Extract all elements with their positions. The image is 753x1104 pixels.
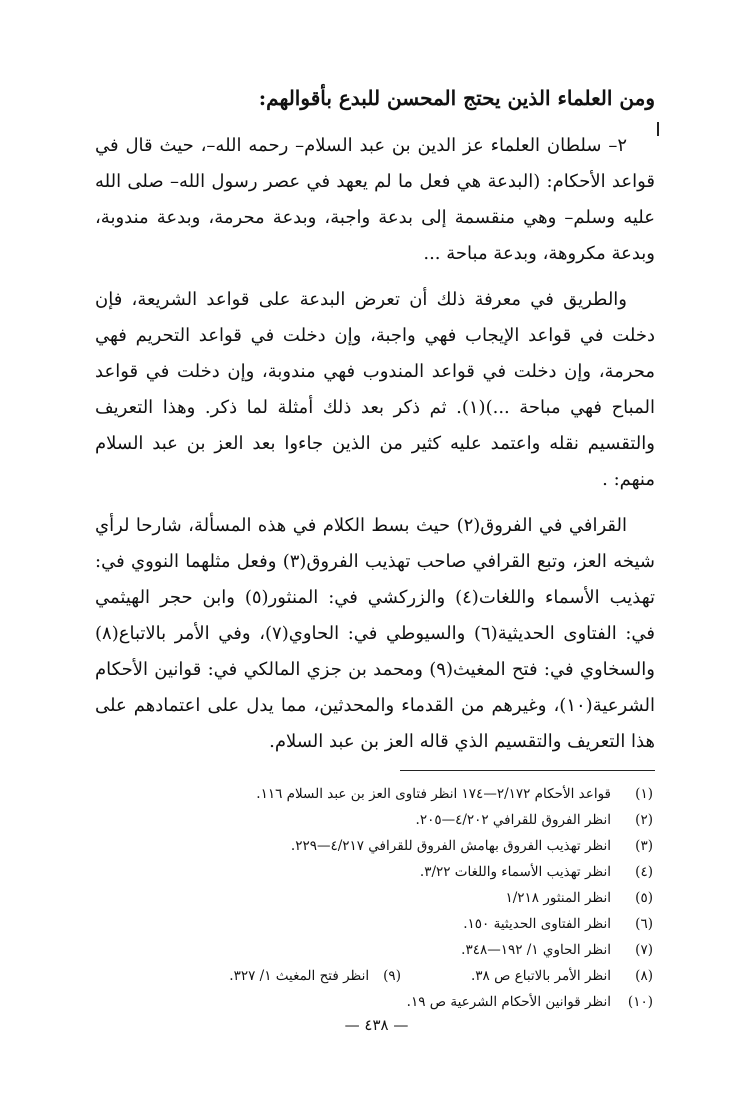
footnote-number: (٤) [635, 864, 653, 880]
footnote-10 [95, 989, 655, 1015]
footnote-text: انظر تهذيب الأسماء واللغات ٣/٢٢. [419, 864, 611, 880]
footnote-text: انظر المنثور ١/٢١٨ [505, 890, 611, 906]
footnote-text: انظر الفتاوى الحديثية ١٥٠. [463, 916, 611, 932]
footnote-number: (١) [635, 786, 653, 802]
paragraph-1: ٢– سلطان العلماء عز الدين بن عبد السلام– رحمه الله–، حيث قال في قواعد الأحكام: (البدعة هي فعل ما لم يعهد في عصر رسول الله– صلى الله عليه وسلم– وهي منقسمة إلى بدعة واجبة، وبدعة محرمة، وبدعة مندوبة، وبدعة مكروهة، وبدعة مباحة ... [95, 135, 655, 264]
footnote-5 [95, 885, 655, 911]
footnote-text: انظر الفروق للقرافي ٤/٢٠٢—٢٠٥. [415, 812, 611, 828]
footnote-number: (١٠) [627, 994, 653, 1010]
footnote-number: (٩) [383, 968, 401, 984]
footnote-2 [95, 807, 655, 833]
footnotes [95, 781, 655, 1015]
footnote-text: قواعد الأحكام ٢/١٧٢—١٧٤ انظر فتاوى العز بن عبد السلام ١١٦. [256, 786, 611, 802]
paragraph-3: القرافي في الفروق(٢) حيث بسط الكلام في هذه المسألة، شارحا لرأي شيخه العز، وتبع القرافي صاحب تهذيب الفروق(٣) وفعل مثلهما النووي في: تهذيب الأسماء واللغات(٤) والزركشي في: المنثور(٥) وابن حجر الهيثمي في: الفتاوى الحديثية(٦) والسيوطي في: الحاوي(٧)، وفي الأمر بالاتباع(٨) والسخاوي في: فتح المغيث(٩) ومحمد بن جزي المالكي في: قوانين الأحكام الشرعية(١٠)، وغيرهم من القدماء والمحدثين، مما يدل على اعتمادهم على هذا التعريف والتقسيم الذي قاله العز بن عبد السلام. [95, 515, 656, 752]
footnote-number: (٣) [635, 838, 653, 854]
footnote-4 [95, 859, 655, 885]
footnote-1 [95, 781, 655, 807]
footnote-number: (٥) [635, 890, 653, 906]
footnote-text: انظر تهذيب الفروق بهامش الفروق للقرافي ٤/٢١٧—٢٢٩. [290, 838, 611, 854]
footnote-number: (٦) [635, 916, 653, 932]
footnote-number: (٧) [635, 942, 653, 958]
footnote-3 [95, 833, 655, 859]
section-heading: ومن العلماء الذين يحتج المحسن للبدع بأقوالهم: [258, 86, 655, 110]
footnote-number: (٨) [635, 968, 653, 984]
footnote-text: انظر قوانين الأحكام الشرعية ص ١٩. [406, 994, 611, 1010]
footnote-number: (٢) [635, 812, 653, 828]
margin-mark [657, 122, 659, 136]
footnote-text: انظر الحاوي ١/ ١٩٢—٣٤٨. [461, 942, 611, 958]
footnote-text: انظر فتح المغيث ١/ ٣٢٧. [229, 968, 370, 984]
footnote-8 [95, 963, 655, 989]
page-content [95, 80, 655, 1015]
footnote-6 [95, 911, 655, 937]
footnote-7 [95, 937, 655, 963]
footnote-separator [400, 770, 655, 771]
footnote-text: انظر الأمر بالاتباع ص ٣٨. [470, 968, 611, 984]
page-number: — ٤٣٨ — [344, 1016, 409, 1034]
paragraph-2: والطريق في معرفة ذلك أن تعرض البدعة على قواعد الشريعة، فإن دخلت في قواعد الإيجاب فهي واجبة، وإن دخلت في قواعد التحريم فهي محرمة، وإن دخلت في قواعد المندوب فهي مندوبة، وإن دخلت في قواعد المباح فهي مباحة ...)(١). ثم ذكر بعد ذلك أمثلة لما ذكر. وهذا التعريف والتقسيم نقله واعتمد عليه كثير من الذين جاءوا بعد العز بن عبد السلام منهم: . [95, 289, 655, 490]
